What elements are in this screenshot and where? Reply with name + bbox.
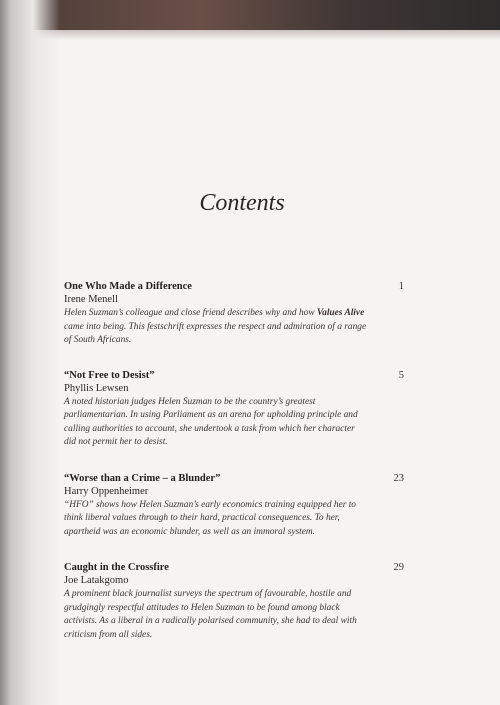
- entry-author: Joe Latakgomo: [64, 575, 129, 586]
- entry-title: “Not Free to Desist”: [64, 369, 155, 381]
- entry-author: Harry Oppenheimer: [64, 485, 149, 497]
- contents-entry: [64, 369, 402, 450]
- entry-title: “Worse than a Crime – a Blunder”: [64, 472, 221, 484]
- entry-description-part: came into being. This festschrift expresses the respect and admiration of a range of South Africans.: [64, 321, 367, 345]
- contents-entry: [64, 472, 402, 540]
- contents-list: [64, 280, 402, 662]
- contents-entry: [64, 280, 402, 348]
- entry-description: A prominent black journalist surveys the spectrum of favourable, hostile and grudgingly respectful attitudes to Helen Suzman to be found among black activists. As a liberal in a radically polarised community, she had to deal with criticism from all sides.: [64, 589, 357, 640]
- entry-description-emphasis: Values Alive: [316, 308, 365, 318]
- page-title: Contents: [199, 190, 285, 216]
- entry-page-number: 5: [398, 369, 404, 381]
- entry-description: [64, 307, 369, 348]
- entry-title: One Who Made a Difference: [64, 281, 192, 292]
- entry-page-number: 23: [393, 472, 404, 484]
- top-edge-band: [0, 0, 500, 30]
- entry-author: Phyllis Lewsen: [64, 382, 129, 394]
- entry-description: “HFO” shows how Helen Suzman’s early economics training equipped her to think liberal values through to their hard, practical consequences. To her, apartheid was an economic blunder, as well as an immoral system.: [64, 499, 356, 537]
- entry-description-part: Helen Suzman’s colleague and close friend describes why and how: [64, 308, 317, 318]
- entry-description: A noted historian judges Helen Suzman to be the country’s greatest parliamentarian. In using Parliament as an arena for upholding principle and calling authorities to account, she undertook a task from which her character did not permit her to desist.: [64, 396, 358, 447]
- entry-page-number: 29: [393, 562, 404, 573]
- entry-page-number: 1: [398, 281, 404, 292]
- entry-title: Caught in the Crossfire: [64, 562, 169, 573]
- entry-author: Irene Menell: [64, 294, 118, 305]
- top-edge-shadow: [0, 30, 500, 40]
- contents-entry: [64, 561, 402, 642]
- page-gutter-shadow: [0, 0, 60, 705]
